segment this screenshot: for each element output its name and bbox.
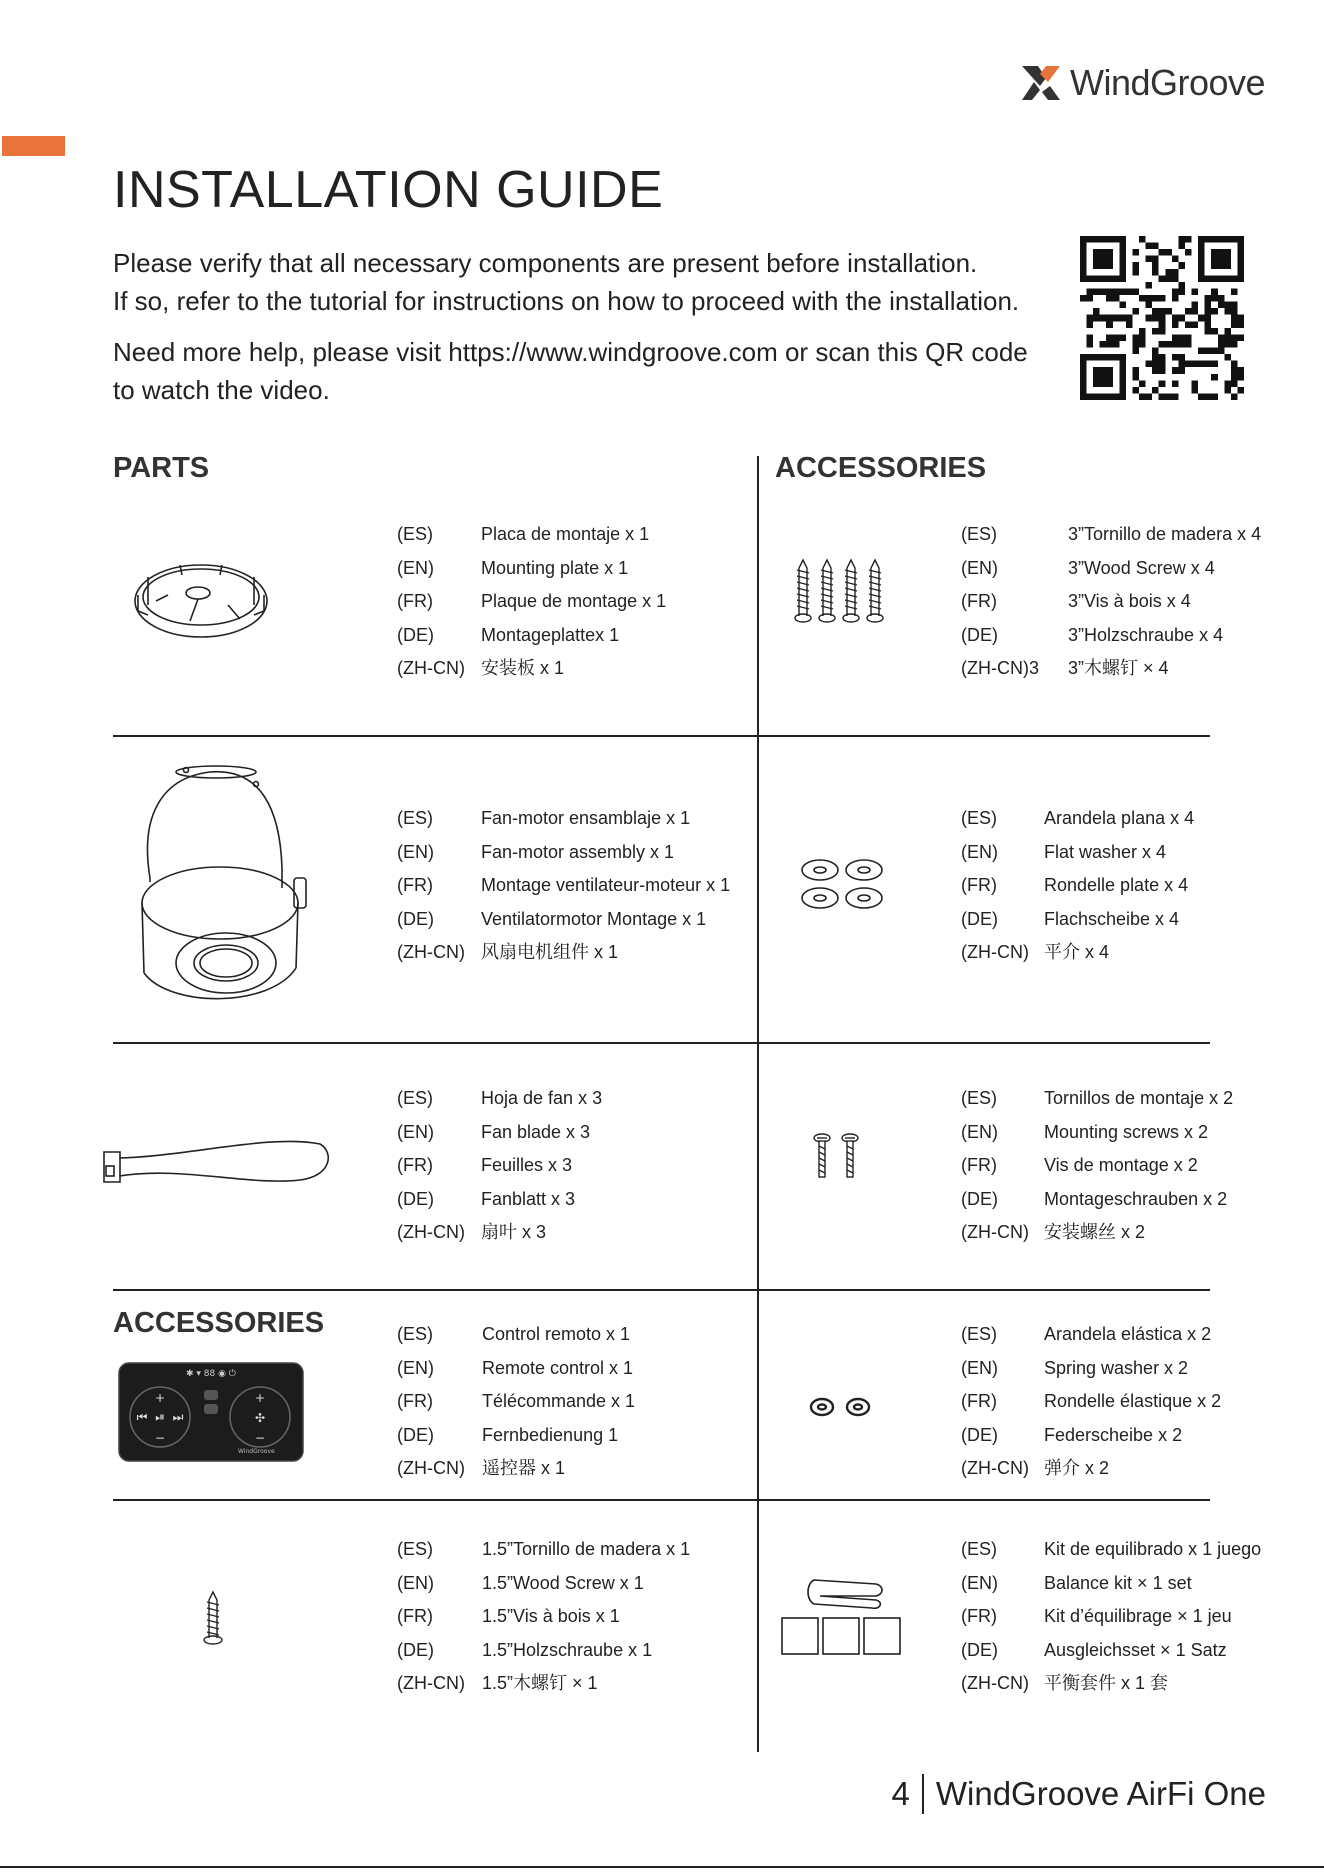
- language-code: (ES): [961, 524, 997, 544]
- page-title: INSTALLATION GUIDE: [113, 161, 664, 219]
- language-code: (ZH-CN): [961, 1222, 1029, 1242]
- item-label: Arandela elástica x 2: [1044, 1324, 1212, 1344]
- label-row: [397, 1082, 602, 1116]
- label-row: [397, 1567, 690, 1601]
- language-code: (DE): [961, 1639, 998, 1660]
- label-row: [961, 518, 1261, 552]
- label-row: [397, 936, 730, 970]
- orange-accent-tab: [2, 136, 65, 156]
- language-code: (ZH-CN): [397, 1222, 465, 1242]
- page-footer: [892, 1774, 1266, 1814]
- label-row: [961, 903, 1194, 937]
- spring-washers-icon: [808, 1394, 874, 1420]
- label-row: [961, 1567, 1261, 1601]
- item-label: Vis de montage x 2: [1044, 1155, 1198, 1175]
- label-row: [397, 1183, 602, 1217]
- language-code: (ES): [961, 1324, 997, 1344]
- svg-text:WindGroove: WindGroove: [238, 1448, 275, 1455]
- item-label: Balance kit × 1 set: [1044, 1572, 1192, 1593]
- fan-blade-icon: [100, 1136, 334, 1188]
- item-label: 3”Tornillo de madera x 4: [1068, 524, 1262, 544]
- item-label: 1.5”Wood Screw x 1: [482, 1572, 644, 1593]
- label-row: [397, 652, 666, 686]
- language-code: (FR): [397, 1155, 433, 1175]
- footer-separator: [922, 1774, 924, 1814]
- label-row: [961, 1216, 1233, 1250]
- language-code: (EN): [961, 557, 998, 578]
- flat-washers-icon: [800, 856, 886, 914]
- item-label: Fan-motor ensamblaje x 1: [481, 808, 691, 828]
- language-code: (EN): [397, 841, 434, 862]
- label-row: [961, 1600, 1261, 1634]
- fan-motor-labels: [397, 802, 730, 970]
- parts-heading: PARTS: [113, 452, 210, 484]
- label-row: [397, 552, 666, 586]
- language-code: (ES): [397, 808, 433, 828]
- label-row: [397, 903, 730, 937]
- svg-text:+: +: [154, 1391, 166, 1405]
- label-row: [397, 1352, 635, 1386]
- item-label: Rondelle élastique x 2: [1044, 1391, 1222, 1411]
- label-row: [961, 936, 1194, 970]
- intro-line-1: Please verify that all necessary components are present before installation.: [113, 248, 978, 278]
- language-code: (ZH-CN)3: [961, 658, 1039, 678]
- spring-washer-labels: [961, 1318, 1221, 1486]
- label-row: [397, 1600, 690, 1634]
- item-label: Ventilatormotor Montage x 1: [481, 908, 707, 929]
- language-code: (ES): [961, 1088, 997, 1108]
- language-code: (FR): [397, 591, 433, 611]
- language-code: (DE): [961, 908, 998, 929]
- remote-control-labels: [397, 1318, 635, 1486]
- language-code: (ES): [397, 1088, 433, 1108]
- language-code: (FR): [397, 1606, 433, 1626]
- language-code: (FR): [961, 875, 997, 895]
- svg-text:−: −: [254, 1431, 266, 1445]
- label-row: [397, 1318, 635, 1352]
- accessories-heading-left: ACCESSORIES: [113, 1307, 325, 1339]
- item-label: Ausgleichsset × 1 Satz: [1044, 1639, 1227, 1660]
- item-label: Fan blade x 3: [481, 1121, 591, 1142]
- label-row: [397, 1385, 635, 1419]
- label-row: [961, 1116, 1233, 1150]
- label-row: [397, 1216, 602, 1250]
- language-code: (ES): [397, 524, 433, 544]
- mounting-screws-icon: [808, 1132, 862, 1182]
- item-label: Hoja de fan x 3: [481, 1088, 603, 1108]
- label-row: [397, 1667, 690, 1701]
- item-label: 弹介 x 2: [1044, 1458, 1110, 1478]
- balance-kit-icon: [780, 1576, 902, 1656]
- windgroove-logo-icon: [1020, 62, 1062, 104]
- item-label: 1.5”Tornillo de madera x 1: [482, 1539, 691, 1559]
- item-label: Fanblatt x 3: [481, 1188, 576, 1209]
- label-row: [961, 652, 1261, 686]
- label-row: [961, 1634, 1261, 1668]
- row-divider-2: [113, 1042, 1210, 1044]
- language-code: (ZH-CN): [397, 658, 465, 678]
- item-label: 3”Holzschraube x 4: [1068, 624, 1224, 645]
- label-row: [397, 1634, 690, 1668]
- item-label: Federscheibe x 2: [1044, 1424, 1183, 1445]
- fan-motor-icon: [130, 758, 310, 1012]
- label-row: [961, 1452, 1221, 1486]
- help-line-2: to watch the video.: [113, 375, 330, 405]
- page-number: 4: [891, 1775, 910, 1812]
- item-label: Montageschrauben x 2: [1044, 1188, 1228, 1209]
- label-row: [961, 1385, 1221, 1419]
- label-row: [961, 836, 1194, 870]
- item-label: Kit d’équilibrage × 1 jeu: [1044, 1606, 1232, 1626]
- item-label: Placa de montaje x 1: [481, 524, 650, 544]
- svg-text:−: −: [154, 1431, 166, 1445]
- item-label: Flachscheibe x 4: [1044, 908, 1180, 929]
- svg-text:⏮: ⏮: [136, 1410, 148, 1424]
- item-label: Control remoto x 1: [482, 1324, 631, 1344]
- item-label: Flat washer x 4: [1044, 841, 1167, 862]
- item-label: 1.5”Holzschraube x 1: [482, 1639, 653, 1660]
- language-code: (FR): [961, 591, 997, 611]
- language-code: (EN): [961, 1357, 998, 1378]
- flat-washer-labels: [961, 802, 1194, 970]
- language-code: (ES): [397, 1539, 433, 1559]
- label-row: [961, 869, 1194, 903]
- language-code: (ES): [961, 1539, 997, 1559]
- language-code: (EN): [397, 1572, 434, 1593]
- mounting-plate-icon: [128, 555, 274, 647]
- item-label: 扇叶 x 3: [481, 1222, 547, 1242]
- qr-code[interactable]: [1080, 236, 1244, 400]
- label-row: [397, 518, 666, 552]
- mounting-plate-labels: [397, 518, 666, 686]
- item-label: 3”木螺钉 × 4: [1068, 658, 1169, 678]
- item-label: Remote control x 1: [482, 1357, 634, 1378]
- language-code: (EN): [397, 1121, 434, 1142]
- mounting-screws-labels: [961, 1082, 1233, 1250]
- label-row: [961, 1318, 1221, 1352]
- label-row: [961, 802, 1194, 836]
- item-label: 3”Vis à bois x 4: [1068, 591, 1191, 611]
- svg-text:⏯: ⏯: [155, 1410, 165, 1424]
- language-code: (ES): [961, 808, 997, 828]
- language-code: (ZH-CN): [397, 1673, 465, 1693]
- label-row: [961, 552, 1261, 586]
- item-label: Kit de equilibrado x 1 juego: [1044, 1539, 1262, 1559]
- label-row: [397, 1419, 635, 1453]
- language-code: (DE): [397, 1639, 434, 1660]
- label-row: [397, 585, 666, 619]
- language-code: (ZH-CN): [961, 1458, 1029, 1478]
- product-name: WindGroove AirFi One: [935, 1775, 1266, 1812]
- language-code: (FR): [397, 1391, 433, 1411]
- intro-line-2: If so, refer to the tutorial for instructions on how to proceed with the installation.: [113, 286, 1020, 316]
- language-code: (DE): [397, 1188, 434, 1209]
- language-code: (FR): [961, 1391, 997, 1411]
- item-label: 风扇电机组件 x 1: [481, 942, 619, 962]
- language-code: (DE): [397, 624, 434, 645]
- language-code: (DE): [961, 1188, 998, 1209]
- row-divider-3: [113, 1289, 1210, 1291]
- label-row: [961, 1419, 1221, 1453]
- balance-kit-labels: [961, 1533, 1261, 1701]
- brand-logo: [1020, 62, 1265, 104]
- row-divider-4: [113, 1499, 1210, 1501]
- label-row: [397, 1116, 602, 1150]
- label-row: [961, 619, 1261, 653]
- item-label: Rondelle plate x 4: [1044, 875, 1189, 895]
- language-code: (EN): [961, 1121, 998, 1142]
- svg-text:+: +: [254, 1391, 266, 1405]
- label-row: [961, 1352, 1221, 1386]
- wood-screw-15in-icon: [200, 1590, 226, 1646]
- item-label: Fan-motor assembly x 1: [481, 841, 675, 862]
- bottom-rule: [0, 1866, 1324, 1868]
- item-label: Mounting plate x 1: [481, 557, 629, 578]
- item-label: Montageplattex 1: [481, 624, 620, 645]
- item-label: 1.5”Vis à bois x 1: [482, 1606, 620, 1626]
- label-row: [397, 619, 666, 653]
- svg-text:⏭: ⏭: [172, 1410, 184, 1424]
- label-row: [961, 1149, 1233, 1183]
- language-code: (ZH-CN): [961, 942, 1029, 962]
- language-code: (EN): [961, 841, 998, 862]
- svg-text:✱ ▾ 88 ◉ ⏻: ✱ ▾ 88 ◉ ⏻: [186, 1369, 236, 1379]
- item-label: Arandela plana x 4: [1044, 808, 1195, 828]
- label-row: [961, 1082, 1233, 1116]
- item-label: 平衡套件 x 1 套: [1044, 1673, 1169, 1693]
- label-row: [961, 585, 1261, 619]
- label-row: [961, 1533, 1261, 1567]
- language-code: (FR): [961, 1155, 997, 1175]
- svg-text:✣: ✣: [254, 1411, 266, 1425]
- language-code: (ZH-CN): [397, 1458, 465, 1478]
- wood-screw-15in-labels: [397, 1533, 690, 1701]
- label-row: [961, 1667, 1261, 1701]
- wood-screws-3in-icon: [793, 558, 889, 624]
- language-code: (FR): [961, 1606, 997, 1626]
- item-label: Plaque de montage x 1: [481, 591, 667, 611]
- language-code: (DE): [397, 908, 434, 929]
- remote-control-icon: [118, 1362, 304, 1462]
- item-label: Mounting screws x 2: [1044, 1121, 1209, 1142]
- item-label: Montage ventilateur-moteur x 1: [481, 875, 731, 895]
- label-row: [397, 802, 730, 836]
- label-row: [961, 1183, 1233, 1217]
- language-code: (ZH-CN): [397, 942, 465, 962]
- help-line-1: Need more help, please visit https://www.windgroove.com or scan this QR code: [113, 337, 1028, 367]
- accessories-heading: ACCESSORIES: [775, 452, 987, 484]
- item-label: 3”Wood Screw x 4: [1068, 557, 1215, 578]
- language-code: (EN): [397, 557, 434, 578]
- item-label: 安装板 x 1: [481, 658, 565, 678]
- language-code: (FR): [397, 875, 433, 895]
- label-row: [397, 836, 730, 870]
- label-row: [397, 1533, 690, 1567]
- item-label: Spring washer x 2: [1044, 1357, 1189, 1378]
- item-label: 遥控器 x 1: [482, 1458, 566, 1478]
- item-label: Télécommande x 1: [482, 1391, 636, 1411]
- label-row: [397, 1149, 602, 1183]
- label-row: [397, 869, 730, 903]
- language-code: (EN): [397, 1357, 434, 1378]
- language-code: (DE): [961, 1424, 998, 1445]
- language-code: (DE): [397, 1424, 434, 1445]
- language-code: (DE): [961, 624, 998, 645]
- language-code: (ZH-CN): [961, 1673, 1029, 1693]
- item-label: 安装螺丝 x 2: [1044, 1222, 1146, 1242]
- item-label: Tornillos de montaje x 2: [1044, 1088, 1234, 1108]
- item-label: Feuilles x 3: [481, 1155, 573, 1175]
- item-label: 1.5”木螺钉 × 1: [482, 1673, 598, 1693]
- fan-blade-labels: [397, 1082, 602, 1250]
- label-row: [397, 1452, 635, 1486]
- item-label: Fernbedienung 1: [482, 1424, 619, 1445]
- language-code: (ES): [397, 1324, 433, 1344]
- item-label: 平介 x 4: [1044, 942, 1110, 962]
- wood-screw-3in-labels: [961, 518, 1261, 686]
- column-divider: [757, 456, 759, 1752]
- row-divider-1: [113, 735, 1210, 737]
- language-code: (EN): [961, 1572, 998, 1593]
- brand-name: WindGroove: [1070, 62, 1266, 103]
